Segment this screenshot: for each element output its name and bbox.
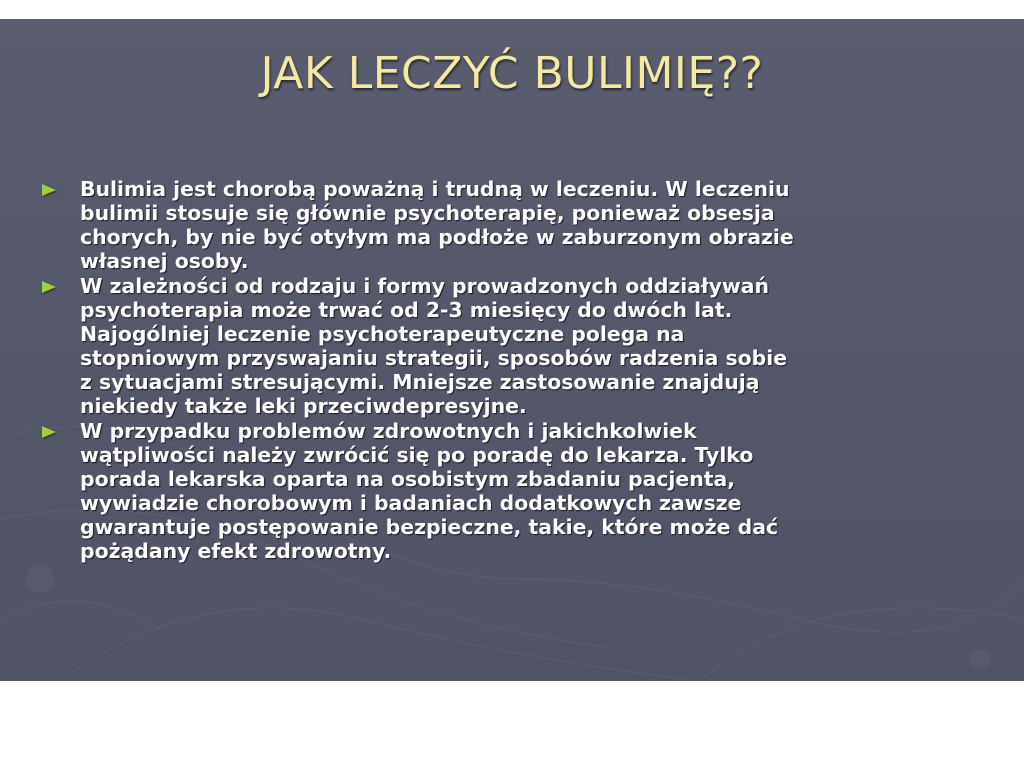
triangle-right-icon — [42, 281, 56, 293]
bullet-list — [42, 177, 982, 564]
bullet-line: bulimii stosuje się głównie psychoterapię, ponieważ obsesja — [80, 201, 775, 225]
slide — [0, 19, 1024, 681]
bullet-text — [80, 177, 982, 273]
bullet-item — [42, 177, 982, 273]
bullet-line: wywiadzie chorobowym i badaniach dodatkowych zawsze — [80, 491, 742, 515]
bullet-line: porada lekarska oparta na osobistym zbadaniu pacjenta, — [80, 467, 736, 491]
bullet-line: Bulimia jest chorobą poważną i trudną w leczeniu. W leczeniu — [80, 177, 790, 201]
bullet-line: Najogólniej leczenie psychoterapeutyczne polega na — [80, 322, 685, 346]
triangle-right-icon — [42, 184, 56, 196]
bullet-item — [42, 419, 982, 563]
bullet-line: wątpliwości należy zwrócić się po poradę do lekarza. Tylko — [80, 443, 754, 467]
bullet-line: pożądany efekt zdrowotny. — [80, 539, 392, 563]
bullet-text — [80, 419, 982, 563]
slide-title: JAK LECZYĆ BULIMIĘ?? — [260, 48, 764, 99]
bullet-line: chorych, by nie być otyłym ma podłoże w zaburzonym obrazie — [80, 225, 794, 249]
bullet-line: gwarantuje postępowanie bezpieczne, takie, które może dać — [80, 515, 779, 539]
triangle-right-icon — [42, 426, 56, 438]
bullet-line: z sytuacjami stresującymi. Mniejsze zastosowanie znajdują — [80, 370, 760, 394]
bullet-item — [42, 274, 982, 418]
bullet-text — [80, 274, 982, 418]
bullet-line: W przypadku problemów zdrowotnych i jakichkolwiek — [80, 419, 697, 443]
bullet-line: niekiedy także leki przeciwdepresyjne. — [80, 394, 527, 418]
bullet-line: stopniowym przyswajaniu strategii, sposobów radzenia sobie — [80, 346, 788, 370]
bullet-line: W zależności od rodzaju i formy prowadzonych oddziaływań — [80, 274, 770, 298]
bullet-line: psychoterapia może trwać od 2-3 miesięcy do dwóch lat. — [80, 298, 733, 322]
bullet-line: własnej osoby. — [80, 249, 249, 273]
